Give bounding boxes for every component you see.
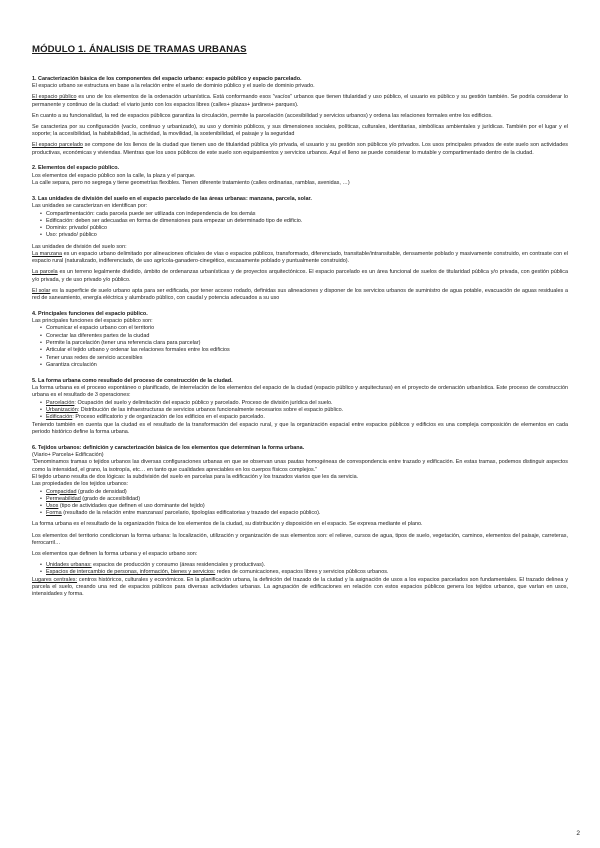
espacio-parcelado-paragraph	[32, 142, 568, 157]
term: Espacios de intercambio de personas, información, bienes y servicios:	[46, 569, 216, 576]
text: (tipo de actividades que definen el uso dominante del tejido)	[58, 503, 205, 510]
forma-urbana-paragraph: La forma urbana es el proceso espontáneo o planificado, de interrelación de los elementos del espacio de la ciudad (espacio público y arquitecturas) en el proyecto de ordenación urbanística. Este proceso de construcción urbana es el resultado de 3 operaciones:	[32, 385, 568, 399]
term: La parcela	[32, 269, 58, 276]
list-item: • Permite la parcelación (tener una referencia clara para parcelar)	[40, 340, 568, 347]
section-2-line-1: Los elementos del espacio público son la calle, la plaza y el parque.	[32, 172, 196, 179]
section-1-intro: El espacio urbano se estructura en base a la relación entre el suelo de dominio público y el suelo de dominio privado.	[32, 83, 315, 90]
list-item: • Garantiza circulación	[40, 362, 568, 369]
section-3-list	[32, 211, 568, 240]
list-item: • Comunicar el espacio urbano con el territorio	[40, 325, 568, 332]
territorio-paragraph: Los elementos del territorio condicionan la forma urbana: la localización, utilización y organización de sus elementos son: el relieve, cursos de agua, tipos de suelo, vegetación, caminos, elementos del paisaje, carreteras, ferrocarril…	[32, 532, 568, 546]
section-1-heading: 1. Caracterización básica de los componentes del espacio urbano: espacio público y espacio parcelado.	[32, 76, 302, 82]
quote: “Denominamos tramas o tejidos urbanos las diversas configuraciones urbanas en que se observan unas pautas homogéneas de correspondencia entre trazado y edificación. En estas tramas, podemos distinguir aspectos como la intensidad, el grano, la isotropía, etc… en tanto que cualidades apreciables en los cuerpos físicos complejos.”	[32, 459, 568, 473]
page-title: MÓDULO 1. ÁNALISIS DE TRAMAS URBANAS	[32, 44, 247, 55]
text: es la superficie de suelo urbano apta para ser edificada, por tener acceso rodado, definidas sus alineaciones y disponer de los servicios urbanos de suministro de agua potable, evacuación de aguas residuales a red de saneamiento, energía eléctrica y alumbrado público, con caudal y potencia adecuados a su uso	[32, 287, 568, 301]
term: Permeabilidad	[46, 495, 81, 502]
text: espacios de producción y consumo (áreas residenciales y productivas).	[91, 562, 266, 569]
term: La manzana	[32, 250, 63, 257]
list-item: • Compartimentación: cada parcela puede ser utilizada con independencia de los demás	[40, 211, 568, 218]
list-item	[40, 562, 568, 569]
list-item: • Edificación: deben ser adecuadas en forma de dimensiones para empezar un determinado tipo de edificio.	[40, 218, 568, 225]
list-item: • Tener unas redes de servicio accesibles	[40, 355, 568, 362]
text: : Proceso edificatorio y de organización de los edificios en el espacio parcelado.	[72, 414, 265, 421]
text: es un espacio urbano delimitado por alineaciones oficiales de vías o espacios públicos, transformado, diferenciado, transitable/intransitable, densamente poblado y masivamente construido, en contraste con el espacio rural (naturalizado, indiferenciado, de uso agrícola-ganadero-cinegético, escasamente poblado y puntualmente construido).	[32, 250, 569, 265]
section-4-list	[32, 325, 568, 369]
text: : Distribución de las infraestructuras de servicios urbanos funcionalmente necesarios sobre el espacio público.	[77, 406, 344, 413]
transformacion-paragraph: Teniendo también en cuenta que la ciudad es el resultado de la transformación del espacio rural, y que la organización espacial entre espacios públicos y edificios es una compleja composición de elementos en cada periodo histórico define la forma urbana.	[32, 421, 568, 435]
term: El espacio público	[32, 94, 77, 101]
term: Compacidad	[46, 488, 77, 495]
propiedades-intro: Las propiedades de los tejidos urbanos:	[32, 481, 129, 488]
section-3-intro: Las unidades se caracterizan en identifican por:	[32, 203, 148, 210]
espacio-publico-paragraph	[32, 94, 568, 109]
term: Lugares centrales:	[32, 576, 78, 583]
list-item	[40, 400, 568, 407]
list-item	[40, 489, 568, 496]
term: Urbanización	[46, 406, 78, 413]
section-3-heading: 3. Las unidades de división del suelo en el espacio parcelado de las áreas urbanas: manzana, parcela, solar.	[32, 195, 312, 202]
text: (grado de densidad)	[76, 488, 127, 495]
section-4-heading: 4. Principales funciones del espacio público.	[32, 310, 148, 317]
formula: (Viario+ Parcela+ Edificación)	[32, 452, 104, 459]
list-item: • Uso: privado/ público	[40, 232, 568, 239]
operations-list	[32, 400, 568, 422]
parcela-paragraph	[32, 269, 568, 284]
term: Unidades urbanas:	[46, 562, 92, 569]
text: centros históricos, culturales y económicos. En la planificación urbana, la definición del trazado de la ciudad y la asignación de usos a los espacios parcelados son fundamentales. El trazado delinea y parcela el suelo, creando una red de espacios públicos para diversas actividades urbanas. La agrupación de edificaciones en relación con estos espacios públicos genera los tejidos urbanos, que varían en usos, intensidades y forma.	[32, 576, 568, 598]
solar-paragraph	[32, 288, 568, 303]
term: Edificación	[46, 414, 73, 421]
list-item	[40, 503, 568, 510]
text: (grado de accesibilidad)	[80, 495, 141, 502]
elementos-list	[32, 562, 568, 577]
page-number: 2	[576, 830, 580, 837]
text: es un terreno legalmente dividido, ámbito de ordenanzas urbanísticas y de proyectos arquitectónicos. El espacio parcelado es un área funcional de suelos de titularidad pública y/o privada, con gestión pública y/o privada, y de uso privado y/o público.	[32, 269, 568, 283]
list-item: • Conectar las diferentes partes de la ciudad	[40, 333, 568, 340]
lugares-centrales-paragraph	[32, 577, 568, 599]
forma-resultado-paragraph: La forma urbana es el resultado de la organización física de los elementos de la ciudad, su distribución y disposición en el espacio. Se expresa mediante el plano.	[32, 521, 423, 528]
term: El espacio parcelado	[32, 142, 83, 149]
term: Usos	[46, 503, 59, 510]
list-item: • Dominio: privado/ público	[40, 225, 568, 232]
text: se compone de los llenos de la ciudad que tienen uso de titularidad pública y/o privada, el usuario y su gestión son públicos y/o privados. Los usos principales privados de este suelo son actividades productivas, económicas y viviendas. Mientras que los usos públicos de este suelo son equipamientos y servicios urbanos. Aquí el lleno se puede considerar lo mutable y compartimentado dentro de la ciudad.	[32, 142, 568, 156]
list-item	[40, 414, 568, 421]
section-4-intro: Las principales funciones del espacio público son:	[32, 318, 153, 325]
term: Forma	[46, 510, 62, 517]
section-6-heading: 6. Tejidos urbanos: definición y caracterización básica de los elementos que determinan la forma urbana.	[32, 444, 305, 451]
text: es uno de los elementos de la ordenación urbanística. Está conformando esos “vacíos” urbanos que tienen titularidad y uso público, el usuario es público y su gestión también. Se podría considerar lo permanente y continuo de la ciudad: el viario junto con los espacios libres (calles+ plazas+ jardines+ parques).	[32, 94, 568, 108]
list-item	[40, 496, 568, 503]
division-intro: Las unidades de división del suelo son:	[32, 243, 127, 250]
manzana-paragraph	[32, 251, 568, 266]
text: redes de comunicaciones, espacios libres y servicios públicos urbanos.	[215, 569, 389, 576]
section-2-heading: 2. Elementos del espacio público.	[32, 165, 120, 172]
elementos-intro: Los elementos que definen la forma urbana y el espacio urbano son:	[32, 550, 198, 557]
section-2-line-2: La calle separa, pero no segrega y tiene geometrías flexibles. Tienen diferente tratamiento (calles ordinarias, ramblas, avenidas, …)	[32, 180, 350, 187]
list-item	[40, 569, 568, 576]
list-item: • Articular el tejido urbano y ordenar las relaciones formales entre los edificios	[40, 347, 568, 354]
list-item	[40, 510, 568, 517]
list-item	[40, 407, 568, 414]
section-5-heading: 5. La forma urbana como resultado del proceso de construcción de la ciudad.	[32, 377, 233, 384]
configuracion-paragraph: Se caracteriza por su configuración (vacío, continuo y urbanizado), su uso y dominio públicos, y sus dimensiones sociales, políticas, culturales, identitarias, simbólicas ambientales y jurídicas. También por el lugar y el soporte; la accesibilidad, la habitabilidad, la actividad, la movilidad, la sostenibilidad, el paisaje y la seguridad	[32, 123, 568, 138]
text: : Ocupación del suelo y delimitación del espacio público y parcelado. Proceso de división jurídica del suelo.	[74, 399, 333, 406]
propiedades-list	[32, 489, 568, 518]
funcionalidad-paragraph: En cuanto a su funcionalidad, la red de espacios públicos garantiza la circulación, permite la parcelación (accesibilidad y servicios urbanos) y ordena las relaciones formales entre los edificios.	[32, 112, 493, 119]
term: Parcelación	[46, 399, 75, 406]
term: El solar	[32, 287, 51, 294]
text: (resultado de la relación entre manzanas/ parcelario, tipologías edificatorias y trazado del espacio público).	[61, 510, 321, 517]
tejido-line: El tejido urbano resulta de dos lógicas: la subdivisión del suelo en parcelas para la edificación y los trazados viarios que les da servicia.	[32, 473, 359, 480]
